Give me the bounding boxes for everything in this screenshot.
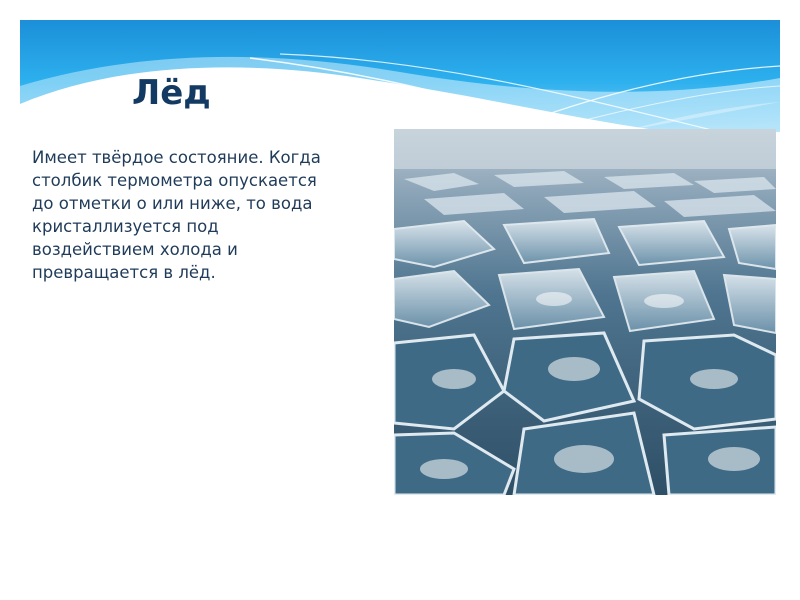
slide-title: Лёд — [132, 73, 211, 113]
ice-floes-image — [394, 129, 776, 495]
body-paragraph: Имеет твёрдое состояние. Когда столбик термометра опускается до отметки о или ниже, то вода кристаллизуется под воздействием холода и превращается в лёд. — [32, 148, 321, 282]
